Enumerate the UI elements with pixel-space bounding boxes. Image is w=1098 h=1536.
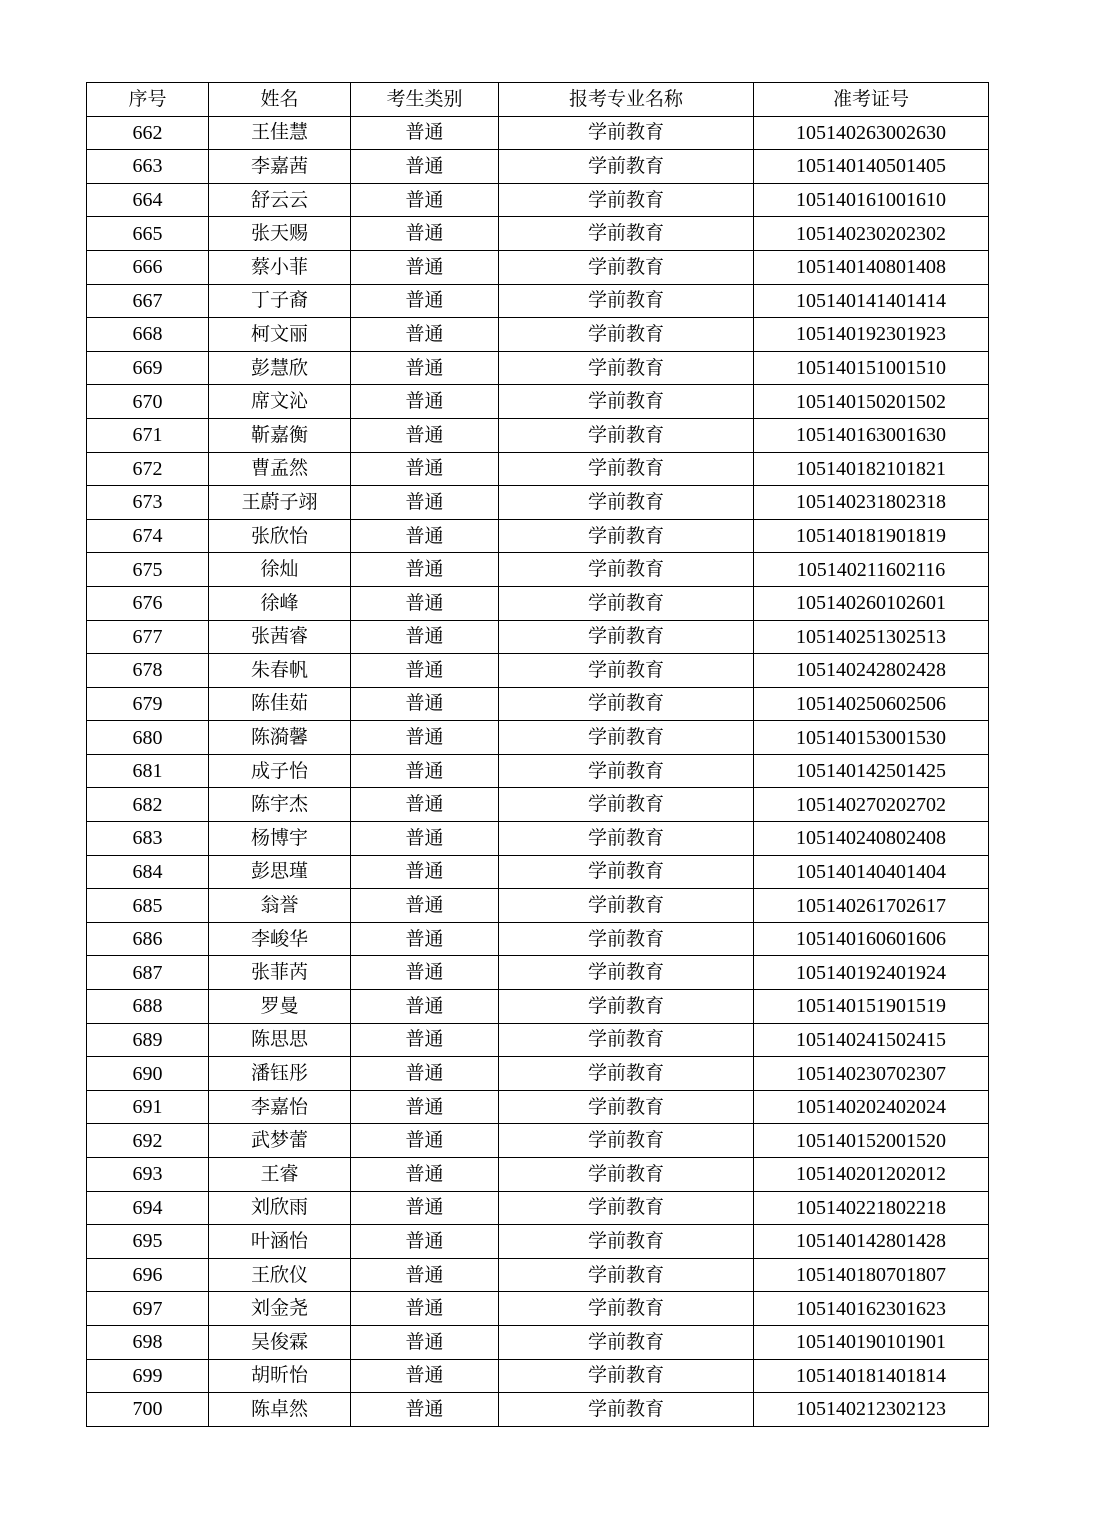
major-cell: 学前教育	[499, 1191, 754, 1225]
serial-number-cell: 671	[87, 418, 209, 452]
category-cell: 普通	[351, 385, 499, 419]
category-cell: 普通	[351, 654, 499, 688]
name-cell: 杨博宇	[209, 822, 351, 856]
major-cell: 学前教育	[499, 385, 754, 419]
serial-number-cell: 693	[87, 1158, 209, 1192]
serial-number-cell: 691	[87, 1090, 209, 1124]
major-cell: 学前教育	[499, 351, 754, 385]
table-row	[87, 889, 989, 923]
table-row	[87, 586, 989, 620]
ticket-number-cell: 105140181401814	[754, 1359, 989, 1393]
ticket-number-cell: 105140160601606	[754, 922, 989, 956]
table-row	[87, 1124, 989, 1158]
name-cell: 靳嘉衡	[209, 418, 351, 452]
serial-number-cell: 675	[87, 553, 209, 587]
table-row	[87, 1023, 989, 1057]
ticket-number-cell: 105140230202302	[754, 217, 989, 251]
table-row	[87, 418, 989, 452]
ticket-number-cell: 105140242802428	[754, 654, 989, 688]
name-cell: 罗曼	[209, 990, 351, 1024]
category-cell: 普通	[351, 318, 499, 352]
major-cell: 学前教育	[499, 1258, 754, 1292]
name-cell: 叶涵怡	[209, 1225, 351, 1259]
serial-number-cell: 681	[87, 754, 209, 788]
table-row	[87, 1258, 989, 1292]
name-cell: 李嘉怡	[209, 1090, 351, 1124]
name-cell: 李峻华	[209, 922, 351, 956]
ticket-number-cell: 105140231802318	[754, 486, 989, 520]
serial-number-cell: 694	[87, 1191, 209, 1225]
category-cell: 普通	[351, 1090, 499, 1124]
major-cell: 学前教育	[499, 822, 754, 856]
table-row	[87, 721, 989, 755]
ticket-number-cell: 105140162301623	[754, 1292, 989, 1326]
major-cell: 学前教育	[499, 116, 754, 150]
ticket-number-cell: 105140211602116	[754, 553, 989, 587]
ticket-number-cell: 105140140801408	[754, 250, 989, 284]
category-cell: 普通	[351, 1158, 499, 1192]
ticket-number-cell: 105140142501425	[754, 754, 989, 788]
ticket-number-cell: 105140230702307	[754, 1057, 989, 1091]
category-cell: 普通	[351, 1225, 499, 1259]
name-cell: 刘欣雨	[209, 1191, 351, 1225]
table-row	[87, 855, 989, 889]
table-row	[87, 116, 989, 150]
table-row	[87, 284, 989, 318]
serial-number-cell: 670	[87, 385, 209, 419]
ticket-number-cell: 105140181901819	[754, 519, 989, 553]
table-row	[87, 1393, 989, 1427]
ticket-number-cell: 105140152001520	[754, 1124, 989, 1158]
name-cell: 王佳慧	[209, 116, 351, 150]
name-cell: 曹孟然	[209, 452, 351, 486]
name-cell: 王蔚子翊	[209, 486, 351, 520]
serial-number-cell: 696	[87, 1258, 209, 1292]
name-cell: 成子怡	[209, 754, 351, 788]
table-row	[87, 1359, 989, 1393]
name-cell: 陈佳茹	[209, 687, 351, 721]
table-row	[87, 318, 989, 352]
serial-number-cell: 672	[87, 452, 209, 486]
major-cell: 学前教育	[499, 183, 754, 217]
major-cell: 学前教育	[499, 788, 754, 822]
category-cell: 普通	[351, 1057, 499, 1091]
name-cell: 胡昕怡	[209, 1359, 351, 1393]
table-body	[87, 116, 989, 1426]
major-cell: 学前教育	[499, 654, 754, 688]
major-cell: 学前教育	[499, 1090, 754, 1124]
ticket-number-cell: 105140250602506	[754, 687, 989, 721]
table-row	[87, 1292, 989, 1326]
name-cell: 彭思瑾	[209, 855, 351, 889]
table-row	[87, 217, 989, 251]
category-cell: 普通	[351, 553, 499, 587]
serial-number-cell: 668	[87, 318, 209, 352]
header-admission-ticket: 准考证号	[754, 83, 989, 117]
table-row	[87, 452, 989, 486]
serial-number-cell: 684	[87, 855, 209, 889]
name-cell: 柯文丽	[209, 318, 351, 352]
table-row	[87, 351, 989, 385]
category-cell: 普通	[351, 1191, 499, 1225]
category-cell: 普通	[351, 788, 499, 822]
category-cell: 普通	[351, 183, 499, 217]
ticket-number-cell: 105140270202702	[754, 788, 989, 822]
name-cell: 刘金尧	[209, 1292, 351, 1326]
name-cell: 徐灿	[209, 553, 351, 587]
serial-number-cell: 683	[87, 822, 209, 856]
serial-number-cell: 697	[87, 1292, 209, 1326]
category-cell: 普通	[351, 586, 499, 620]
serial-number-cell: 665	[87, 217, 209, 251]
table-row	[87, 990, 989, 1024]
category-cell: 普通	[351, 889, 499, 923]
major-cell: 学前教育	[499, 1359, 754, 1393]
ticket-number-cell: 105140151901519	[754, 990, 989, 1024]
ticket-number-cell: 105140182101821	[754, 452, 989, 486]
category-cell: 普通	[351, 855, 499, 889]
major-cell: 学前教育	[499, 553, 754, 587]
name-cell: 朱春帆	[209, 654, 351, 688]
major-cell: 学前教育	[499, 1057, 754, 1091]
table-row	[87, 1057, 989, 1091]
ticket-number-cell: 105140192301923	[754, 318, 989, 352]
name-cell: 陈漪馨	[209, 721, 351, 755]
ticket-number-cell: 105140201202012	[754, 1158, 989, 1192]
table-row	[87, 486, 989, 520]
category-cell: 普通	[351, 351, 499, 385]
category-cell: 普通	[351, 754, 499, 788]
category-cell: 普通	[351, 418, 499, 452]
category-cell: 普通	[351, 822, 499, 856]
serial-number-cell: 695	[87, 1225, 209, 1259]
major-cell: 学前教育	[499, 855, 754, 889]
category-cell: 普通	[351, 1393, 499, 1427]
serial-number-cell: 679	[87, 687, 209, 721]
major-cell: 学前教育	[499, 1325, 754, 1359]
table-row	[87, 822, 989, 856]
name-cell: 张天赐	[209, 217, 351, 251]
table-row	[87, 1191, 989, 1225]
ticket-number-cell: 105140221802218	[754, 1191, 989, 1225]
category-cell: 普通	[351, 1325, 499, 1359]
category-cell: 普通	[351, 922, 499, 956]
name-cell: 席文沁	[209, 385, 351, 419]
ticket-number-cell: 105140151001510	[754, 351, 989, 385]
major-cell: 学前教育	[499, 687, 754, 721]
name-cell: 吴俊霖	[209, 1325, 351, 1359]
table-row	[87, 183, 989, 217]
table-row	[87, 385, 989, 419]
major-cell: 学前教育	[499, 318, 754, 352]
category-cell: 普通	[351, 721, 499, 755]
ticket-number-cell: 105140140501405	[754, 150, 989, 184]
category-cell: 普通	[351, 452, 499, 486]
category-cell: 普通	[351, 1359, 499, 1393]
table-row	[87, 654, 989, 688]
serial-number-cell: 674	[87, 519, 209, 553]
table-row	[87, 620, 989, 654]
name-cell: 王睿	[209, 1158, 351, 1192]
serial-number-cell: 689	[87, 1023, 209, 1057]
ticket-number-cell: 105140150201502	[754, 385, 989, 419]
table-row	[87, 687, 989, 721]
category-cell: 普通	[351, 486, 499, 520]
category-cell: 普通	[351, 150, 499, 184]
name-cell: 舒云云	[209, 183, 351, 217]
header-row	[87, 83, 989, 117]
major-cell: 学前教育	[499, 1292, 754, 1326]
major-cell: 学前教育	[499, 721, 754, 755]
major-cell: 学前教育	[499, 486, 754, 520]
major-cell: 学前教育	[499, 418, 754, 452]
category-cell: 普通	[351, 250, 499, 284]
category-cell: 普通	[351, 116, 499, 150]
serial-number-cell: 676	[87, 586, 209, 620]
name-cell: 张茜睿	[209, 620, 351, 654]
table-row	[87, 1225, 989, 1259]
header-candidate-category: 考生类别	[351, 83, 499, 117]
serial-number-cell: 700	[87, 1393, 209, 1427]
ticket-number-cell: 105140153001530	[754, 721, 989, 755]
name-cell: 蔡小菲	[209, 250, 351, 284]
ticket-number-cell: 105140260102601	[754, 586, 989, 620]
name-cell: 翁誉	[209, 889, 351, 923]
category-cell: 普通	[351, 956, 499, 990]
ticket-number-cell: 105140261702617	[754, 889, 989, 923]
category-cell: 普通	[351, 1258, 499, 1292]
serial-number-cell: 687	[87, 956, 209, 990]
major-cell: 学前教育	[499, 284, 754, 318]
major-cell: 学前教育	[499, 620, 754, 654]
name-cell: 张欣怡	[209, 519, 351, 553]
serial-number-cell: 699	[87, 1359, 209, 1393]
major-cell: 学前教育	[499, 217, 754, 251]
serial-number-cell: 678	[87, 654, 209, 688]
major-cell: 学前教育	[499, 1023, 754, 1057]
table-row	[87, 553, 989, 587]
ticket-number-cell: 105140241502415	[754, 1023, 989, 1057]
table-row	[87, 1325, 989, 1359]
ticket-number-cell: 105140142801428	[754, 1225, 989, 1259]
ticket-number-cell: 105140190101901	[754, 1325, 989, 1359]
serial-number-cell: 663	[87, 150, 209, 184]
serial-number-cell: 662	[87, 116, 209, 150]
name-cell: 陈宇杰	[209, 788, 351, 822]
table-row	[87, 1158, 989, 1192]
header-major: 报考专业名称	[499, 83, 754, 117]
ticket-number-cell: 105140263002630	[754, 116, 989, 150]
name-cell: 李嘉茜	[209, 150, 351, 184]
header-name: 姓名	[209, 83, 351, 117]
major-cell: 学前教育	[499, 519, 754, 553]
serial-number-cell: 673	[87, 486, 209, 520]
major-cell: 学前教育	[499, 452, 754, 486]
category-cell: 普通	[351, 620, 499, 654]
category-cell: 普通	[351, 1124, 499, 1158]
admission-list-table	[86, 82, 989, 1427]
table-row	[87, 250, 989, 284]
major-cell: 学前教育	[499, 889, 754, 923]
serial-number-cell: 688	[87, 990, 209, 1024]
category-cell: 普通	[351, 687, 499, 721]
major-cell: 学前教育	[499, 250, 754, 284]
serial-number-cell: 685	[87, 889, 209, 923]
name-cell: 陈卓然	[209, 1393, 351, 1427]
name-cell: 潘钰彤	[209, 1057, 351, 1091]
name-cell: 陈思思	[209, 1023, 351, 1057]
name-cell: 丁子裔	[209, 284, 351, 318]
major-cell: 学前教育	[499, 150, 754, 184]
name-cell: 武梦蕾	[209, 1124, 351, 1158]
table-row	[87, 150, 989, 184]
category-cell: 普通	[351, 1292, 499, 1326]
header-serial-number: 序号	[87, 83, 209, 117]
name-cell: 王欣仪	[209, 1258, 351, 1292]
table-row	[87, 922, 989, 956]
serial-number-cell: 680	[87, 721, 209, 755]
major-cell: 学前教育	[499, 990, 754, 1024]
major-cell: 学前教育	[499, 1225, 754, 1259]
serial-number-cell: 690	[87, 1057, 209, 1091]
ticket-number-cell: 105140180701807	[754, 1258, 989, 1292]
ticket-number-cell: 105140212302123	[754, 1393, 989, 1427]
table-row	[87, 788, 989, 822]
ticket-number-cell: 105140163001630	[754, 418, 989, 452]
name-cell: 徐峰	[209, 586, 351, 620]
ticket-number-cell: 105140161001610	[754, 183, 989, 217]
serial-number-cell: 666	[87, 250, 209, 284]
serial-number-cell: 667	[87, 284, 209, 318]
name-cell: 张菲芮	[209, 956, 351, 990]
category-cell: 普通	[351, 519, 499, 553]
ticket-number-cell: 105140202402024	[754, 1090, 989, 1124]
ticket-number-cell: 105140140401404	[754, 855, 989, 889]
serial-number-cell: 686	[87, 922, 209, 956]
serial-number-cell: 677	[87, 620, 209, 654]
serial-number-cell: 664	[87, 183, 209, 217]
major-cell: 学前教育	[499, 1158, 754, 1192]
ticket-number-cell: 105140240802408	[754, 822, 989, 856]
category-cell: 普通	[351, 1023, 499, 1057]
major-cell: 学前教育	[499, 922, 754, 956]
category-cell: 普通	[351, 284, 499, 318]
major-cell: 学前教育	[499, 754, 754, 788]
table-row	[87, 754, 989, 788]
major-cell: 学前教育	[499, 956, 754, 990]
ticket-number-cell: 105140192401924	[754, 956, 989, 990]
name-cell: 彭慧欣	[209, 351, 351, 385]
major-cell: 学前教育	[499, 1124, 754, 1158]
category-cell: 普通	[351, 217, 499, 251]
serial-number-cell: 692	[87, 1124, 209, 1158]
table-row	[87, 1090, 989, 1124]
ticket-number-cell: 105140251302513	[754, 620, 989, 654]
serial-number-cell: 682	[87, 788, 209, 822]
table-row	[87, 956, 989, 990]
table-row	[87, 519, 989, 553]
ticket-number-cell: 105140141401414	[754, 284, 989, 318]
category-cell: 普通	[351, 990, 499, 1024]
major-cell: 学前教育	[499, 586, 754, 620]
serial-number-cell: 669	[87, 351, 209, 385]
major-cell: 学前教育	[499, 1393, 754, 1427]
serial-number-cell: 698	[87, 1325, 209, 1359]
